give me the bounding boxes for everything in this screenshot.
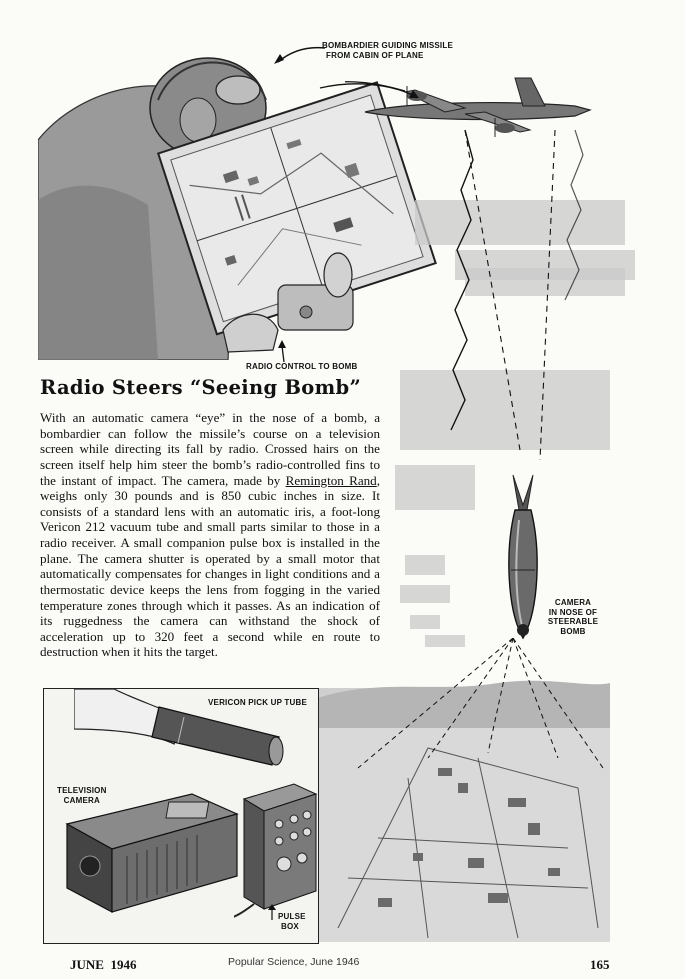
pulse-box-caption: PULSE BOX (278, 912, 306, 931)
bombardier-caption: BOMBARDIER GUIDING MISSILE FROM CABIN OF PLANE (322, 41, 453, 60)
camera-nose-caption: CAMERA IN NOSE OF STEERABLE BOMB (547, 598, 599, 636)
target-landscape-illustration (318, 638, 610, 942)
article-body (40, 410, 380, 660)
remington-rand-link[interactable]: Remington Rand (285, 472, 377, 488)
source-credit: Popular Science, June 1946 (228, 956, 360, 968)
page-number: 165 (590, 957, 610, 972)
vericon-caption: VERICON PICK UP TUBE (208, 698, 307, 707)
radio-control-arrow (272, 340, 292, 364)
pulse-box-arrow (266, 904, 278, 920)
radio-control-caption: RADIO CONTROL TO BOMB (246, 362, 358, 371)
plane-arrow (315, 78, 425, 108)
bombardier-arrow (270, 40, 330, 70)
article-body-text: With an automatic camera “eye” in the nose of a bomb, a bombardier can follow the missile’s course on a television screen while directing its fall by radio. Crossed hairs on the screen itself help him steer the bomb’s radio-controlled fins to the instant of impact. The camera, made by (40, 410, 380, 488)
article-headline: Radio Steers “Seeing Bomb” (40, 376, 361, 399)
issue-date: JUNE 1946 (70, 957, 137, 972)
article-body-text: , weighs only 30 pounds and is 850 cubic inches in size. It consists of a standard lens with an automatic iris, a foot-long Vericon 212 vacuum tube and small parts similar to those in a radio receiver. A small companion pulse box is installed in the plane. The camera shutter is operated by a small motor that automatically compensates for changes in light conditions and a thermostatic device keeps the lens from fogging in the varied temperature zones through which it passes. As an indication of its ruggedness the camera can withstand the shock of acceleration up to 320 feet a second while en route to destruction when it hits the target. (40, 472, 381, 660)
tv-camera-caption: TELEVISION CAMERA (57, 786, 107, 805)
